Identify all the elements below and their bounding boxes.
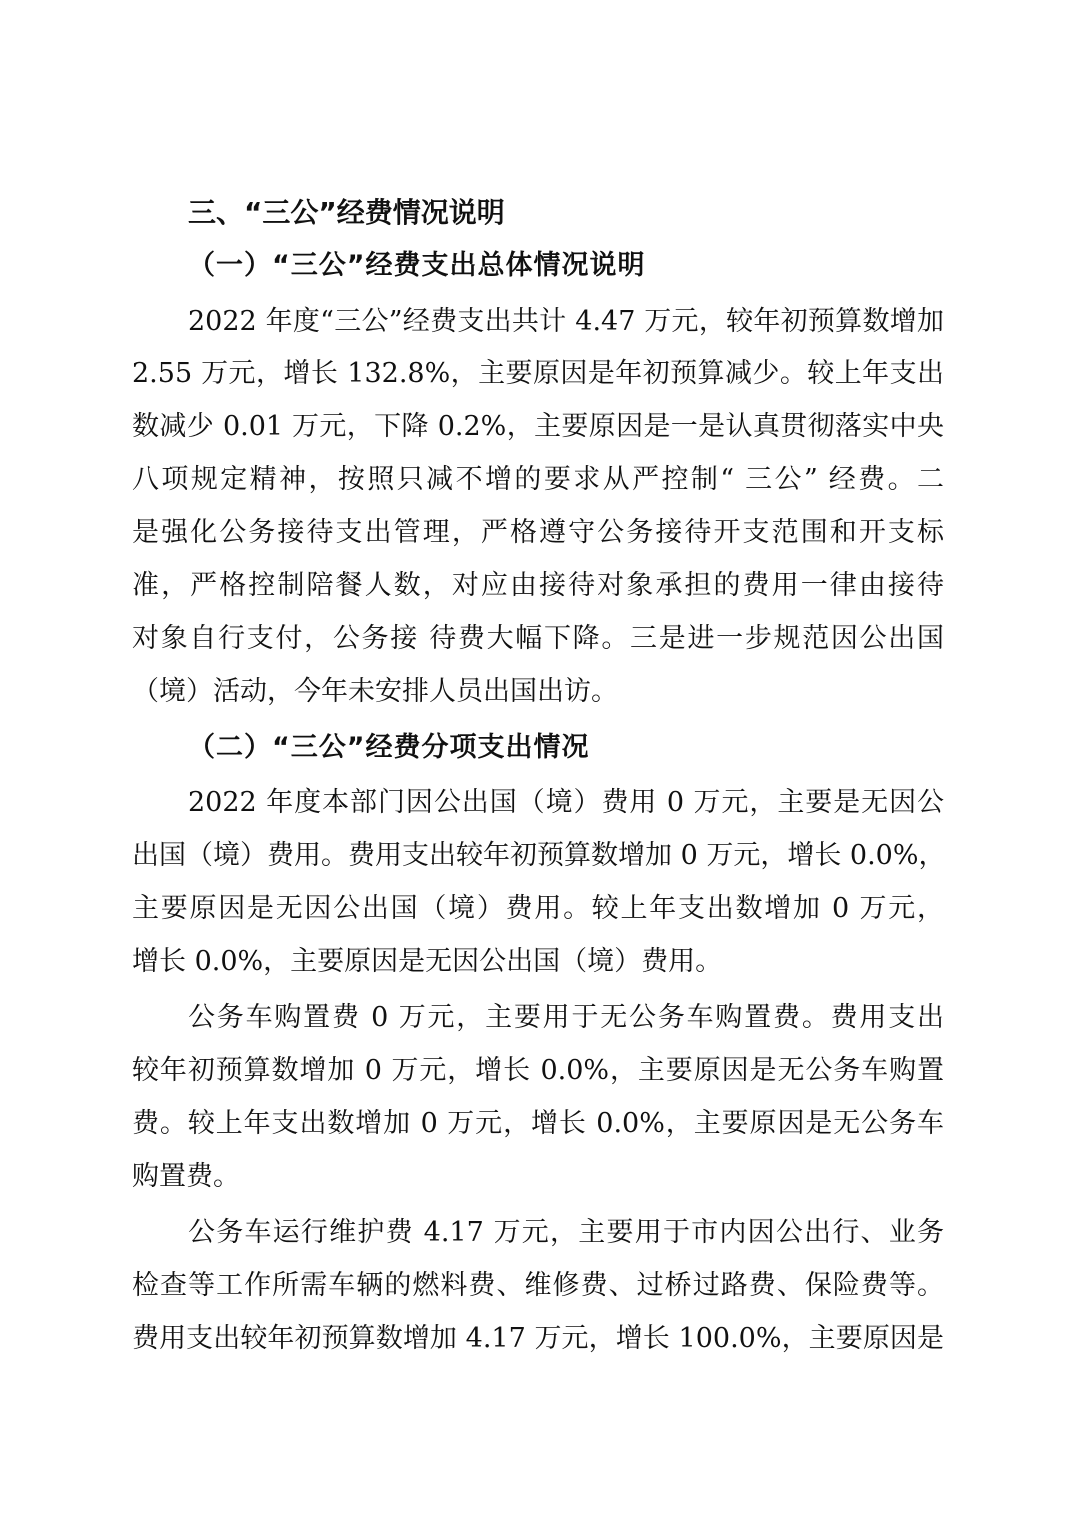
paragraph-line: 是强化公务接待支出管理，严格遵守公务接待开支范围和开支标 bbox=[132, 517, 944, 548]
paragraph-line: 数减少 0.01 万元，下降 0.2%，主要原因是一是认真贯彻落实中央 bbox=[132, 411, 944, 442]
subsection-heading-itemized: （二）“三公”经费分项支出情况 bbox=[188, 732, 590, 763]
paragraph-line: 八项规定精神，按照只减不增的要求从严控制“ 三公” 经费。二 bbox=[132, 464, 944, 495]
paragraph-line: （境）活动，今年未安排人员出国出访。 bbox=[132, 676, 618, 707]
paragraph-line: 费。较上年支出数增加 0 万元，增长 0.0%，主要原因是无公务车 bbox=[132, 1108, 944, 1139]
paragraph-line: 准，严格控制陪餐人数，对应由接待对象承担的费用一律由接待 bbox=[132, 570, 944, 601]
paragraph-line: 2.55 万元，增长 132.8%，主要原因是年初预算减少。较上年支出 bbox=[132, 358, 944, 389]
paragraph-line: 公务车运行维护费 4.17 万元，主要用于市内因公出行、业务 bbox=[188, 1217, 944, 1248]
paragraph-line: 主要原因是无因公出国（境）费用。较上年支出数增加 0 万元， bbox=[132, 893, 944, 924]
paragraph-line: 增长 0.0%，主要原因是无因公出国（境）费用。 bbox=[132, 946, 723, 977]
paragraph-line: 2022 年度“三公”经费支出共计 4.47 万元，较年初预算数增加 bbox=[188, 306, 944, 337]
paragraph-line: 对象自行支付，公务接 待费大幅下降。三是进一步规范因公出国 bbox=[132, 623, 944, 654]
paragraph-line: 出国（境）费用。费用支出较年初预算数增加 0 万元，增长 0.0%， bbox=[132, 840, 946, 871]
paragraph-line: 购置费。 bbox=[132, 1161, 240, 1192]
paragraph-line: 费用支出较年初预算数增加 4.17 万元，增长 100.0%，主要原因是 bbox=[132, 1323, 944, 1354]
paragraph-line: 公务车购置费 0 万元，主要用于无公务车购置费。费用支出 bbox=[188, 1002, 944, 1033]
subsection-heading-overall: （一）“三公”经费支出总体情况说明 bbox=[188, 250, 646, 281]
paragraph-line: 较年初预算数增加 0 万元，增长 0.0%，主要原因是无公务车购置 bbox=[132, 1055, 944, 1086]
section-heading-three-public-funds: 三、“三公”经费情况说明 bbox=[188, 196, 505, 229]
paragraph-line: 检查等工作所需车辆的燃料费、维修费、过桥过路费、保险费等。 bbox=[132, 1270, 944, 1301]
paragraph-line: 2022 年度本部门因公出国（境）费用 0 万元，主要是无因公 bbox=[188, 787, 944, 818]
